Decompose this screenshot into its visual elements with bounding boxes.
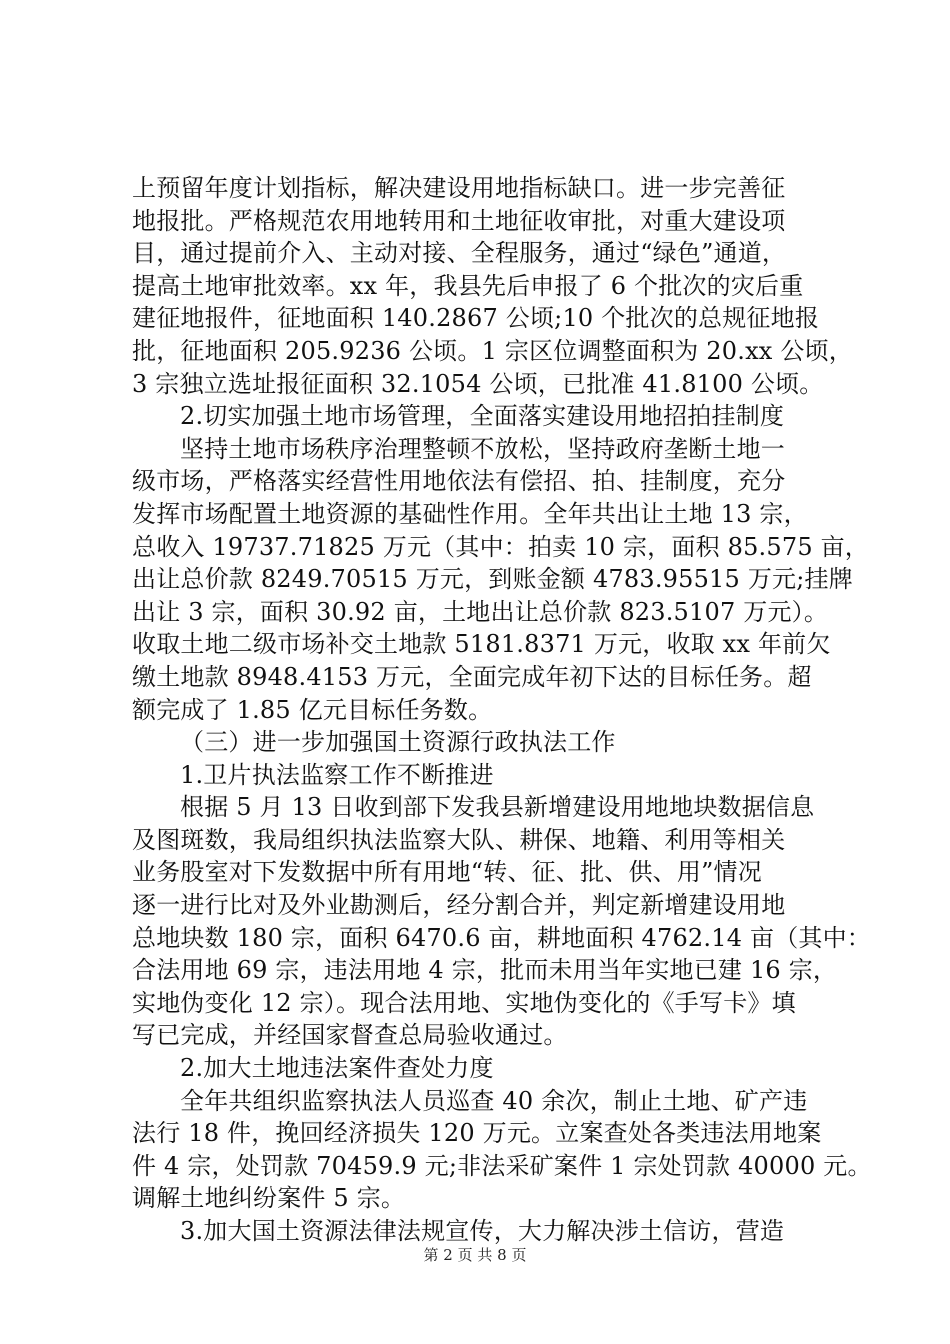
text-line: 收取土地二级市场补交土地款 5181.8371 万元，收取 xx 年前欠 <box>132 630 831 659</box>
text-line: 缴土地款 8948.4153 万元，全面完成年初下达的目标任务。超 <box>132 662 812 691</box>
text-line: 级市场，严格落实经营性用地依法有偿招、拍、挂制度，充分 <box>132 467 786 496</box>
text-line: 业务股室对下发数据中所有用地“转、征、批、供、用”情况 <box>132 858 762 887</box>
document-body <box>132 172 872 1248</box>
text-line: 发挥市场配置土地资源的基础性作用。全年共出让土地 13 宗， <box>132 499 808 528</box>
text-line: 额完成了 1.85 亿元目标任务数。 <box>132 695 493 724</box>
text-line: 上预留年度计划指标，解决建设用地指标缺口。进一步完善征 <box>132 174 786 202</box>
text-line: 及图斑数，我局组织执法监察大队、耕保、地籍、利用等相关 <box>132 825 786 854</box>
text-line: 根据 5 月 13 日收到部下发我县新增建设用地地块数据信息 <box>180 793 815 822</box>
text-line: 实地伪变化 12 宗）。现合法用地、实地伪变化的《手写卡》填 <box>132 988 796 1017</box>
text-line: 逐一进行比对及外业勘测后，经分割合并，判定新增建设用地 <box>132 891 786 920</box>
text-line: 出让总价款 8249.70515 万元，到账金额 4783.95515 万元;挂牌 <box>132 565 853 594</box>
text-line: 法行 18 件，挽回经济损失 120 万元。立案查处各类违法用地案 <box>132 1119 822 1148</box>
text-line: 2.切实加强土地市场管理，全面落实建设用地招拍挂制度 <box>180 402 785 431</box>
text-line: 2.加大土地违法案件查处力度 <box>180 1054 494 1083</box>
page-footer: 第 2 页 共 8 页 <box>423 1246 527 1264</box>
text-line: 坚持土地市场秩序治理整顿不放松，坚持政府垄断土地一 <box>180 434 785 463</box>
text-line: 调解土地纠纷案件 5 宗。 <box>132 1184 406 1213</box>
text-line: （三）进一步加强国土资源行政执法工作 <box>180 728 616 757</box>
text-line: 件 4 宗，处罚款 70459.9 元;非法采矿案件 1 宗处罚款 40000 元。 <box>132 1151 872 1180</box>
text-line: 批，征地面积 205.9236 公顷。1 宗区位调整面积为 20.xx 公顷， <box>132 336 853 365</box>
text-line: 地报批。严格规范农用地转用和土地征收审批，对重大建设项 <box>132 206 786 235</box>
text-line: 出让 3 宗，面积 30.92 亩，土地出让总价款 823.5107 万元）。 <box>132 597 829 626</box>
text-line: 全年共组织监察执法人员巡查 40 余次，制止土地、矿产违 <box>180 1086 808 1115</box>
text-line: 3 宗独立选址报征面积 32.1054 公顷，已批准 41.8100 公顷。 <box>132 369 824 398</box>
text-line: 写已完成，并经国家督查总局验收通过。 <box>132 1021 568 1050</box>
text-line: 总收入 19737.71825 万元（其中：拍卖 10 宗，面积 85.575 亩， <box>132 532 870 561</box>
text-line: 总地块数 180 宗，面积 6470.6 亩，耕地面积 4762.14 亩（其中： <box>132 923 872 952</box>
text-line: 1.卫片执法监察工作不断推进 <box>180 760 494 789</box>
text-line: 合法用地 69 宗，违法用地 4 宗，批而未用当年实地已建 16 宗， <box>132 956 838 985</box>
text-line: 提高土地审批效率。xx 年，我县先后申报了 6 个批次的灾后重 <box>132 271 804 300</box>
text-line: 3.加大国土资源法律法规宣传，大力解决涉土信访，营造 <box>180 1217 785 1245</box>
text-line: 目，通过提前介入、主动对接、全程服务，通过“绿色”通道， <box>132 239 787 268</box>
text-line: 建征地报件，征地面积 140.2867 公顷;10 个批次的总规征地报 <box>132 304 820 333</box>
